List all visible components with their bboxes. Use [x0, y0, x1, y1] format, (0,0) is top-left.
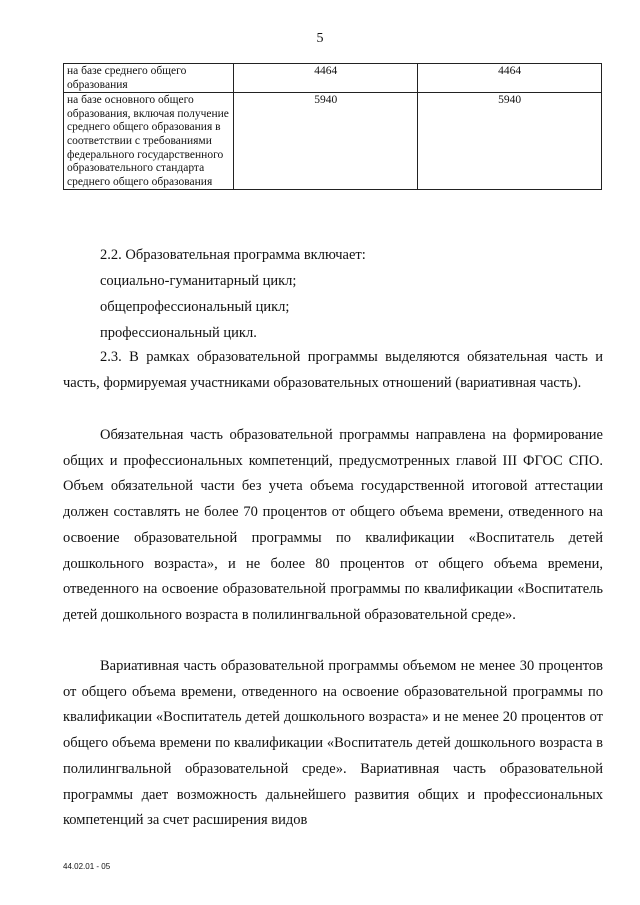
- variative-part-paragraph: Вариативная часть образовательной программы объемом не менее 30 процентов от общего объема времени, отведенного на освоение образовательной программы по квалификации «Воспитатель детей дошкольного возраста» и не менее 20 процентов от общего объема времени по квалификации «Воспитатель детей дошкольного возраста в полилингвальной образовательной среде». Вариативная часть образовательной программы дает возможность дальнейшего развития общих и профессиональных компетенций за счет расширения видов: [63, 658, 603, 829]
- section-2-3-paragraph: 2.3. В рамках образовательной программы выделяются обязательная часть и часть, формируемая участниками образовательных отношений (вариативная часть).: [63, 349, 603, 391]
- document-code: 44.02.01 - 05: [63, 862, 111, 871]
- list-item: социально-гуманитарный цикл;: [100, 273, 297, 289]
- mandatory-part-paragraph: Обязательная часть образовательной программы направлена на формирование общих и профессиональных компетенций, предусмотренных главой III ФГОС СПО. Объем обязательной части без учета объема государственной итоговой аттестации должен составлять не более 70 процентов от общего объема времени, отведенного на освоение образовательной программы по квалификации «Воспитатель детей дошкольного возраста», и не более 80 процентов от общего объема времени, отведенного на освоение образовательной программы по квалификации «Воспитатель детей дошкольного возраста в полилингвальной образовательной среде».: [63, 427, 603, 623]
- page-number: 5: [316, 31, 324, 46]
- table-cell-value: 4464: [234, 64, 418, 93]
- list-item: общепрофессиональный цикл;: [100, 299, 290, 315]
- table-cell-label: на базе среднего общего образования: [64, 64, 234, 93]
- table-cell-value: 5940: [234, 93, 418, 190]
- hours-table: [63, 63, 602, 190]
- table-cell-value: 4464: [418, 64, 602, 93]
- table-row: [64, 93, 602, 190]
- table-cell-value: 5940: [418, 93, 602, 190]
- table-cell-label: на базе основного общего образования, включая получение среднего общего образования в соответствии с требованиями федерального государственного образовательного стандарта среднего общего образования: [64, 93, 234, 190]
- section-2-2-heading: 2.2. Образовательная программа включает:: [100, 247, 366, 263]
- table-row: [64, 64, 602, 93]
- list-item: профессиональный цикл.: [100, 325, 257, 341]
